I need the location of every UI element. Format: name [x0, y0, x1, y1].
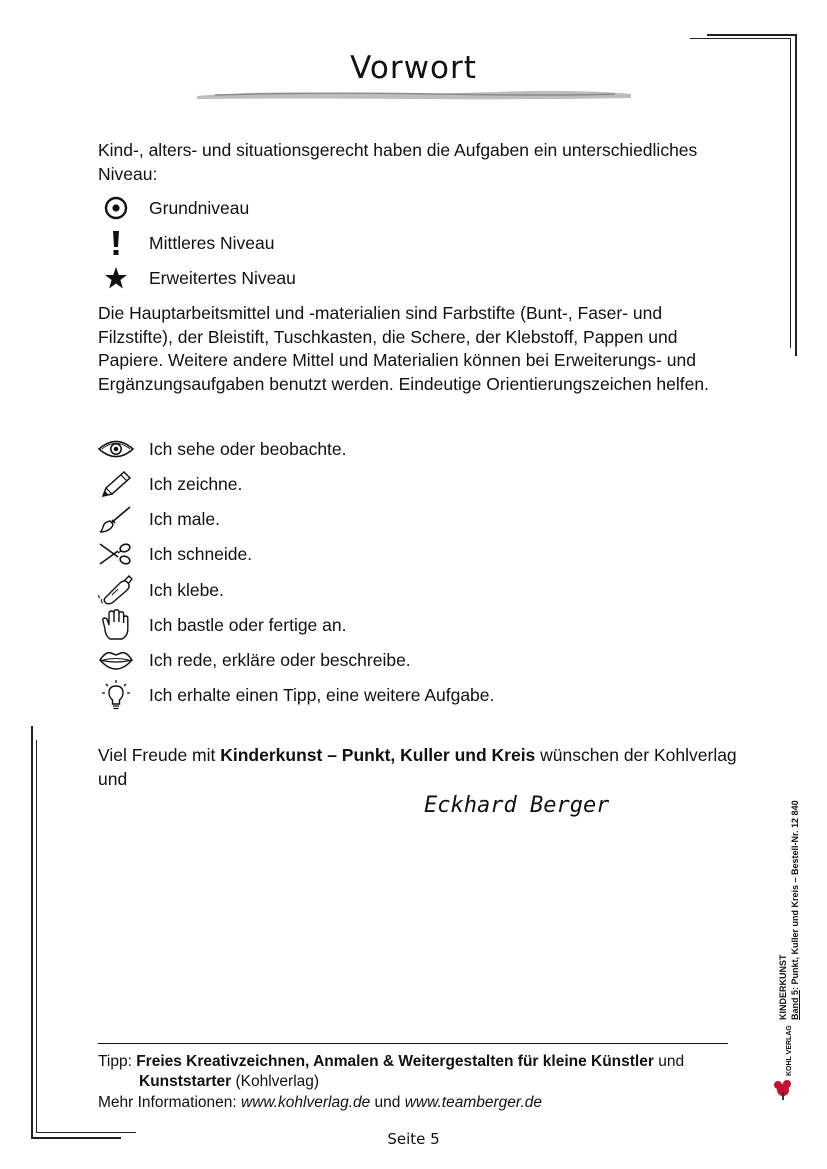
frame-top-right-horizontal-inner: [690, 38, 790, 39]
footer-separator: [98, 1043, 728, 1044]
exclamation-icon: [98, 228, 134, 258]
paintbrush-icon: [98, 504, 134, 534]
tipp-und: und: [653, 1053, 685, 1070]
eye-icon: [98, 434, 134, 464]
kohlverlag-link[interactable]: www.kohlverlag.de: [241, 1094, 371, 1111]
target-circle-icon: [98, 193, 134, 223]
materials-text: Die Hauptarbeitsmittel und -materialien sind Farbstifte (Bunt-, Faser- und Filzstifte), der Bleistift, Tuschkasten, die Schere, der Klebstoff, Pappen und Papiere. Weitere andere Mittel und Materialien können bei Erweiterungs- und Ergänzungsaufgaben benutzt werden. Eindeutige Orientierungszeichen helfen.: [98, 303, 709, 394]
info-label: Mehr Informationen:: [98, 1094, 242, 1111]
info-und: und: [370, 1094, 405, 1111]
tipp-title: Freies Kreativzeichnen, Anmalen & Weitergestalten für kleine Künstler: [136, 1053, 654, 1070]
sign-row-glue: [98, 575, 738, 605]
teamberger-link[interactable]: www.teamberger.de: [404, 1094, 543, 1111]
intro-text: Kind-, alters- und situationsgerecht haben die Aufgaben ein unterschiedliches Niveau:: [98, 140, 698, 184]
hand-icon: [98, 610, 134, 640]
level-label: Erweitertes Niveau: [149, 268, 296, 288]
glue-icon: [98, 575, 134, 605]
publisher-logo: [772, 1025, 794, 1100]
sign-row-craft: [98, 610, 738, 640]
sidebar-band: Band 5: [790, 989, 800, 1020]
scissors-icon: [98, 539, 134, 569]
sign-label: Ich rede, erkläre oder beschreibe.: [149, 650, 411, 670]
tipp-publisher: (Kohlverlag): [231, 1073, 320, 1090]
closing-text: [98, 744, 738, 791]
sign-row-speak: [98, 645, 738, 675]
sign-label: Ich sehe oder beobachte.: [149, 439, 347, 459]
sidebar-subtitle: : Punkt, Kuller und Kreis – Bestell-Nr. 12 840: [790, 800, 800, 990]
level-row-basic: [98, 193, 738, 223]
sign-label: Ich male.: [149, 509, 220, 529]
frame-bottom-left-vertical-inner: [36, 740, 37, 1132]
sign-label: Ich zeichne.: [149, 474, 243, 494]
sign-row-draw: [98, 469, 738, 499]
sidebar-series: KINDERKUNST: [778, 954, 788, 1020]
level-row-advanced: [98, 263, 738, 293]
tipp-title-2: Kunststarter: [139, 1073, 232, 1090]
sign-label: Ich klebe.: [149, 580, 224, 600]
lips-icon: [98, 645, 134, 675]
sign-label: Ich bastle oder fertige an.: [149, 615, 347, 635]
logo-text: KOHL VERLAG: [786, 1025, 793, 1076]
star-icon: [98, 263, 134, 293]
footer-tipp-line1: [98, 1052, 684, 1071]
closing-book-title: Kinderkunst – Punkt, Kuller und Kreis: [220, 745, 536, 765]
page-title: Vorwort: [350, 50, 477, 86]
sign-row-tip: [98, 680, 738, 710]
pencil-icon: [98, 469, 134, 499]
sidebar-band-info: [790, 800, 801, 1020]
frame-bottom-left-vertical: [31, 726, 33, 1138]
sign-row-see: [98, 434, 738, 464]
level-row-medium: [98, 228, 738, 258]
sign-label: Ich schneide.: [149, 544, 253, 564]
level-label: Grundniveau: [149, 198, 250, 218]
signature: Eckhard Berger: [424, 793, 610, 818]
footer-info-line: [98, 1093, 542, 1112]
sign-label: Ich erhalte einen Tipp, eine weitere Aufgabe.: [149, 685, 495, 705]
page-number: Seite 5: [387, 1130, 440, 1148]
level-label: Mittleres Niveau: [149, 233, 275, 253]
tipp-label: Tipp:: [98, 1053, 137, 1070]
sign-row-cut: [98, 539, 738, 569]
frame-top-right-horizontal: [707, 34, 797, 36]
lightbulb-icon: [98, 680, 134, 710]
footer-tipp-line2: [139, 1072, 319, 1091]
closing-post: wünschen der Kohlverlag und: [98, 745, 737, 789]
brush-stroke-underline: [195, 88, 633, 102]
closing-pre: Viel Freude mit: [98, 745, 221, 765]
sign-row-paint: [98, 504, 738, 534]
